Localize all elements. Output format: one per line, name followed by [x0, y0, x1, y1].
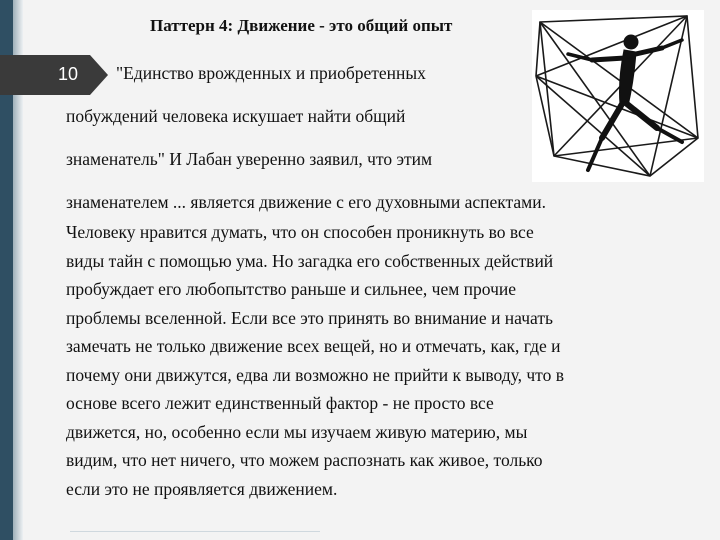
slide-number: 10: [58, 64, 79, 84]
body-line: проблемы вселенной. Если все это принять во внимание и начать: [66, 307, 553, 328]
body-line: движется, но, особенно если мы изучаем живую материю, мы: [66, 421, 528, 442]
quote-line: знаменатель" И Лабан уверенно заявил, что этим: [66, 149, 433, 169]
body-line: основе всего лежит единственный фактор - не просто все: [66, 393, 494, 413]
quote-paragraph: [66, 58, 706, 230]
slide-title: Паттерн 4: Движение - это общий опыт: [150, 16, 453, 35]
quote-line: "Единство врожденных и приобретенных: [116, 63, 426, 83]
body-line: виды тайн с помощью ума. Но загадка его собственных действий: [66, 250, 554, 271]
body-line: пробуждает его любопытство раньше и сильнее, чем прочие: [66, 279, 517, 299]
body-line: видим, что нет ничего, что можем распознать как живое, только: [66, 450, 543, 470]
body-line: если это не проявляется движением.: [66, 478, 338, 499]
divider: [70, 531, 320, 532]
quote-line: побуждений человека искушает найти общий: [66, 106, 406, 126]
quote-line: знаменателем ... является движение с его духовными аспектами.: [66, 192, 546, 212]
body-paragraph: [66, 218, 714, 503]
body-line: почему они движутся, едва ли возможно не прийти к выводу, что в: [66, 364, 564, 385]
body-line: Человеку нравится думать, что он способен проникнуть во все: [66, 222, 534, 242]
body-line: замечать не только движение всех вещей, но и отмечать, как, где и: [66, 336, 561, 356]
